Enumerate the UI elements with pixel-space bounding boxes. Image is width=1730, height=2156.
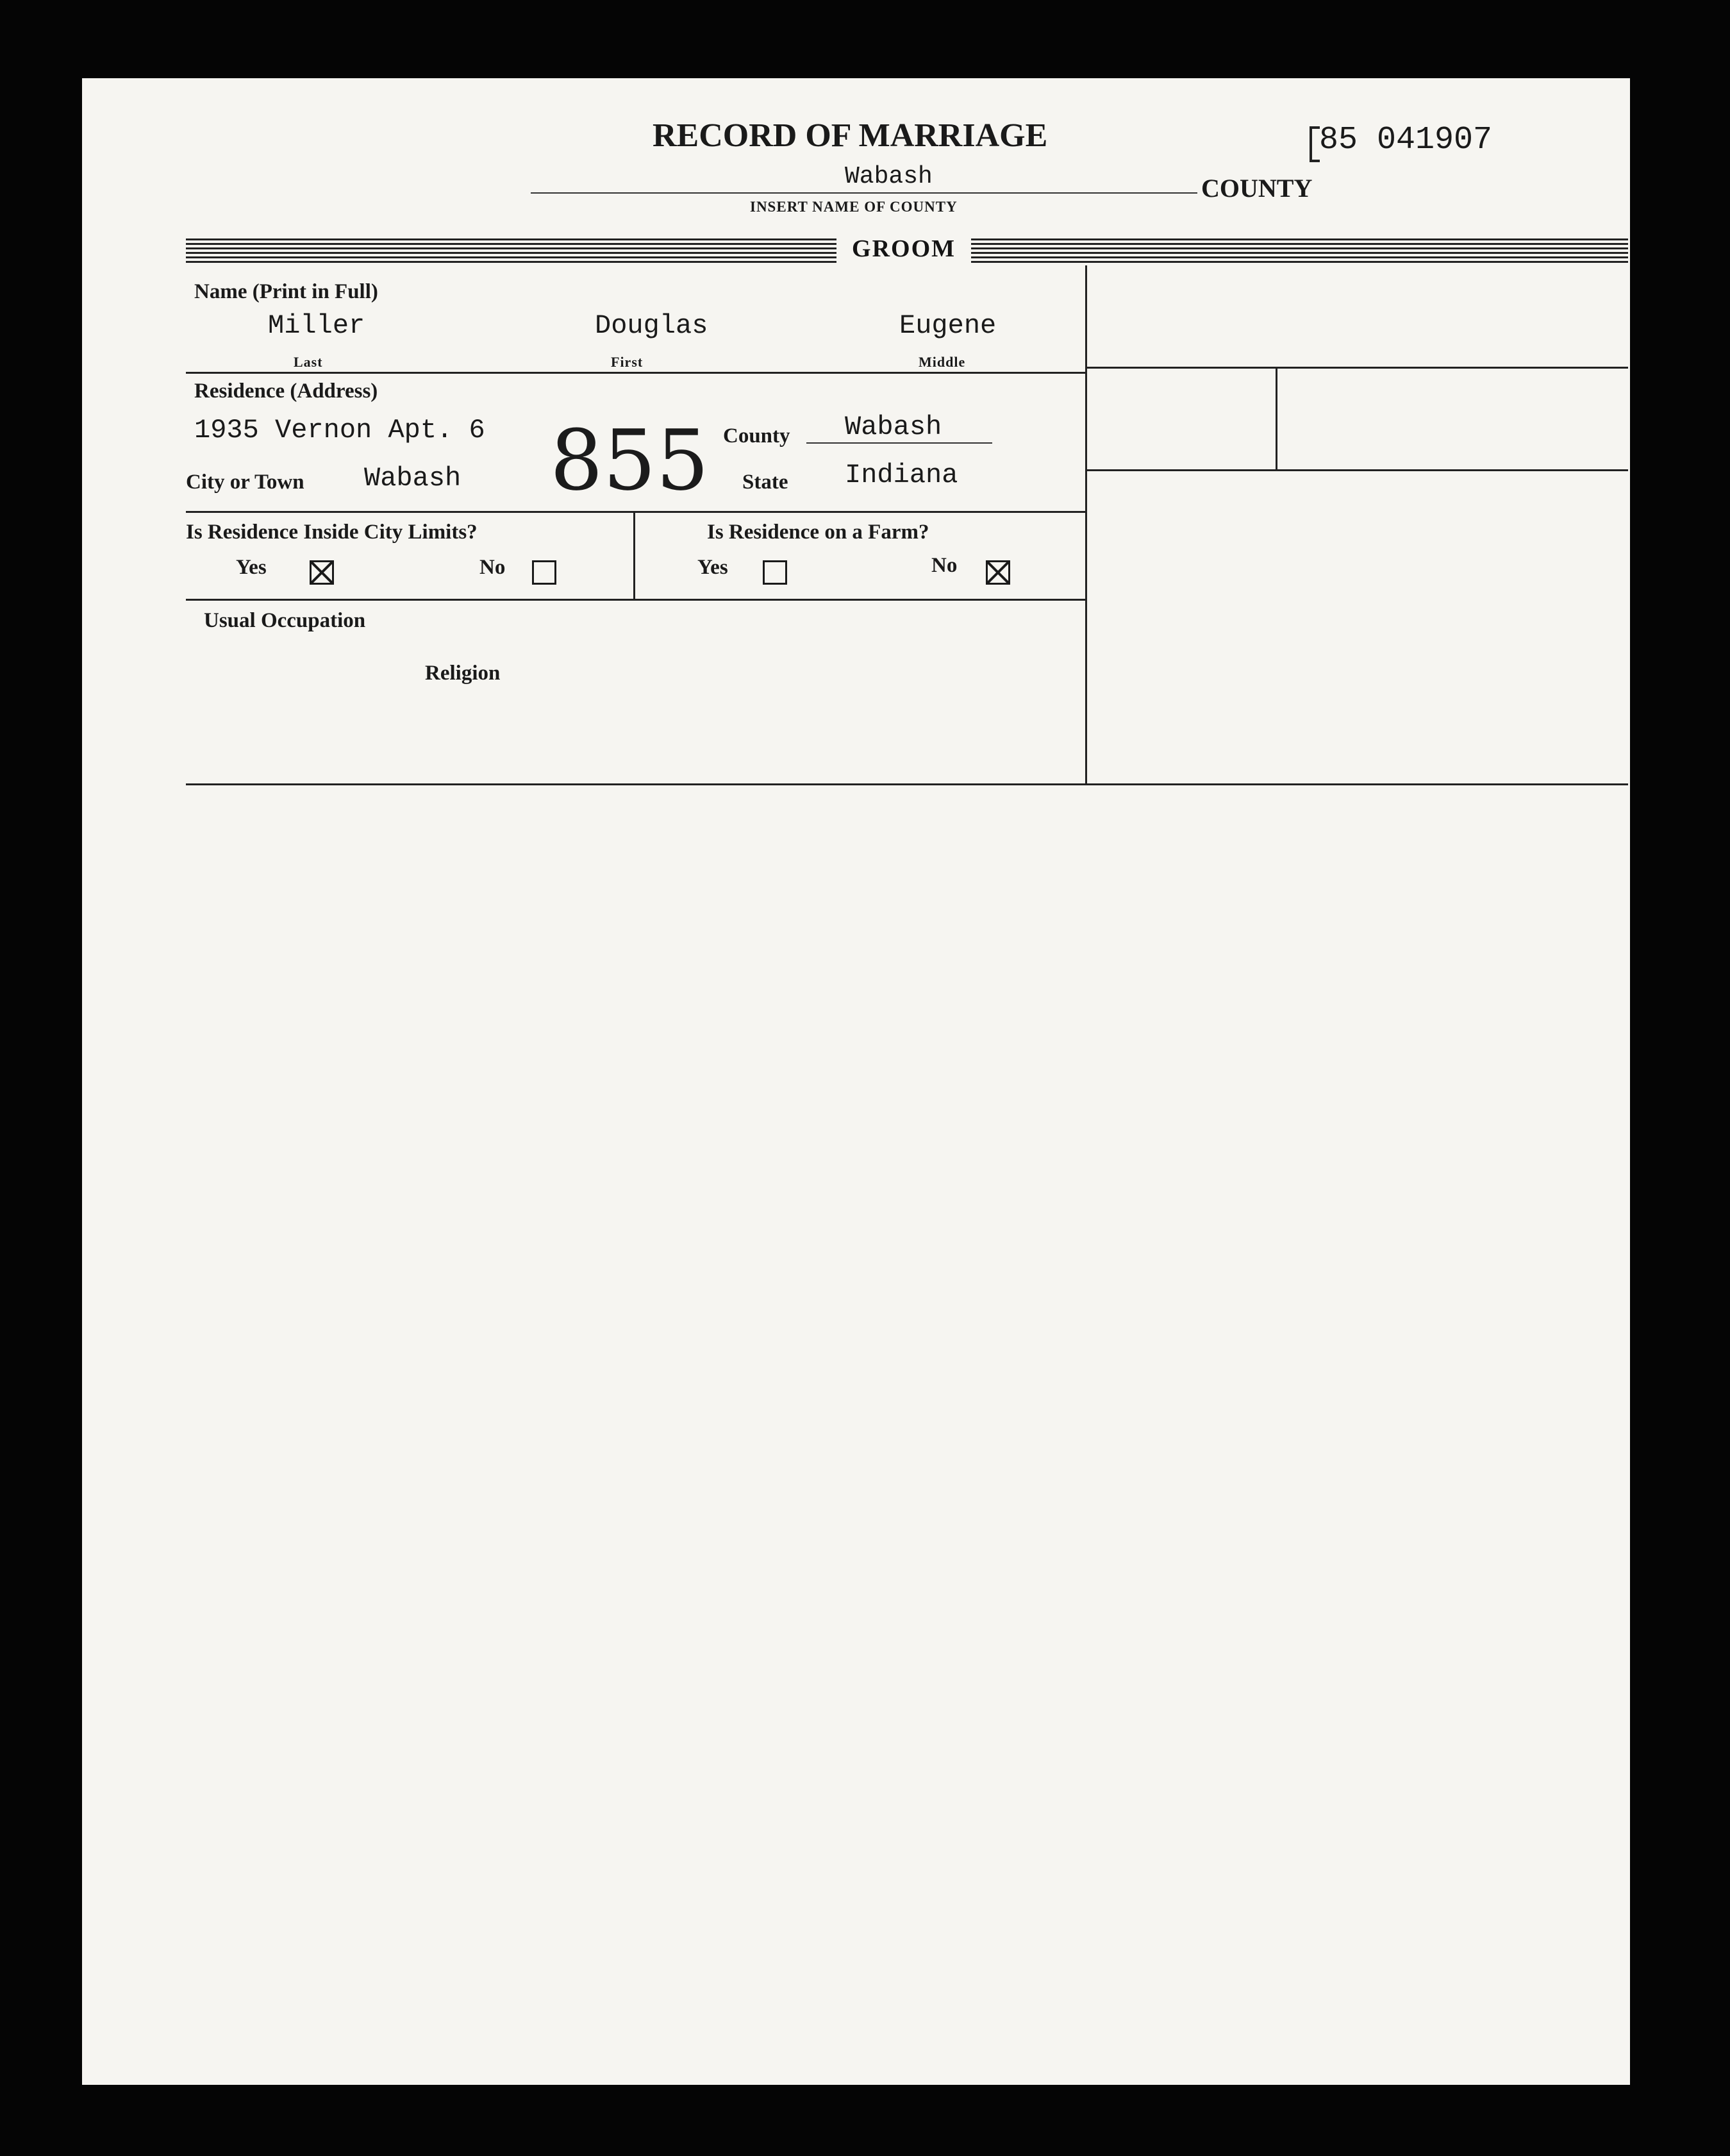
groom-residence-code: 855 (550, 412, 710, 509)
groom-last-name: Miller (268, 310, 365, 341)
groom-inside-city-label: Is Residence Inside City Limits? (186, 521, 478, 544)
groom-city-label: City or Town (186, 471, 304, 494)
header-county-label: COUNTY (1201, 174, 1313, 203)
form-title: RECORD OF MARRIAGE (653, 117, 1048, 154)
groom-farm-yes-label: Yes (697, 556, 728, 579)
groom-name-label: Name (Print in Full) (194, 280, 378, 303)
header-county-value: Wabash (845, 163, 933, 190)
groom-city: Wabash (364, 463, 462, 494)
groom-first-label: First (611, 354, 644, 370)
groom-residence-label: Residence (Address) (194, 380, 378, 403)
groom-section-title: GROOM (836, 235, 971, 263)
groom-city-no-label: No (479, 556, 506, 579)
groom-middle-name: Eugene (899, 310, 997, 341)
groom-last-label: Last (294, 354, 323, 370)
groom-farm-no-label: No (931, 554, 958, 577)
groom-county-label: County (723, 424, 790, 447)
groom-city-yes-label: Yes (236, 556, 267, 579)
groom-occupation-label: Usual Occupation (204, 609, 366, 632)
groom-farm-label: Is Residence on a Farm? (707, 521, 929, 544)
form-overlay (82, 78, 1630, 2085)
groom-state-label: State (742, 471, 788, 494)
record-number: 85 041907 (1319, 122, 1493, 158)
groom-county: Wabash (845, 412, 942, 442)
groom-address: 1935 Vernon Apt. 6 (194, 415, 485, 446)
groom-state: Indiana (845, 460, 958, 490)
groom-first-name: Douglas (595, 310, 708, 341)
groom-middle-label: Middle (919, 354, 966, 370)
header-county-hint: INSERT NAME OF COUNTY (750, 199, 958, 215)
groom-religion-label: Religion (425, 662, 501, 685)
